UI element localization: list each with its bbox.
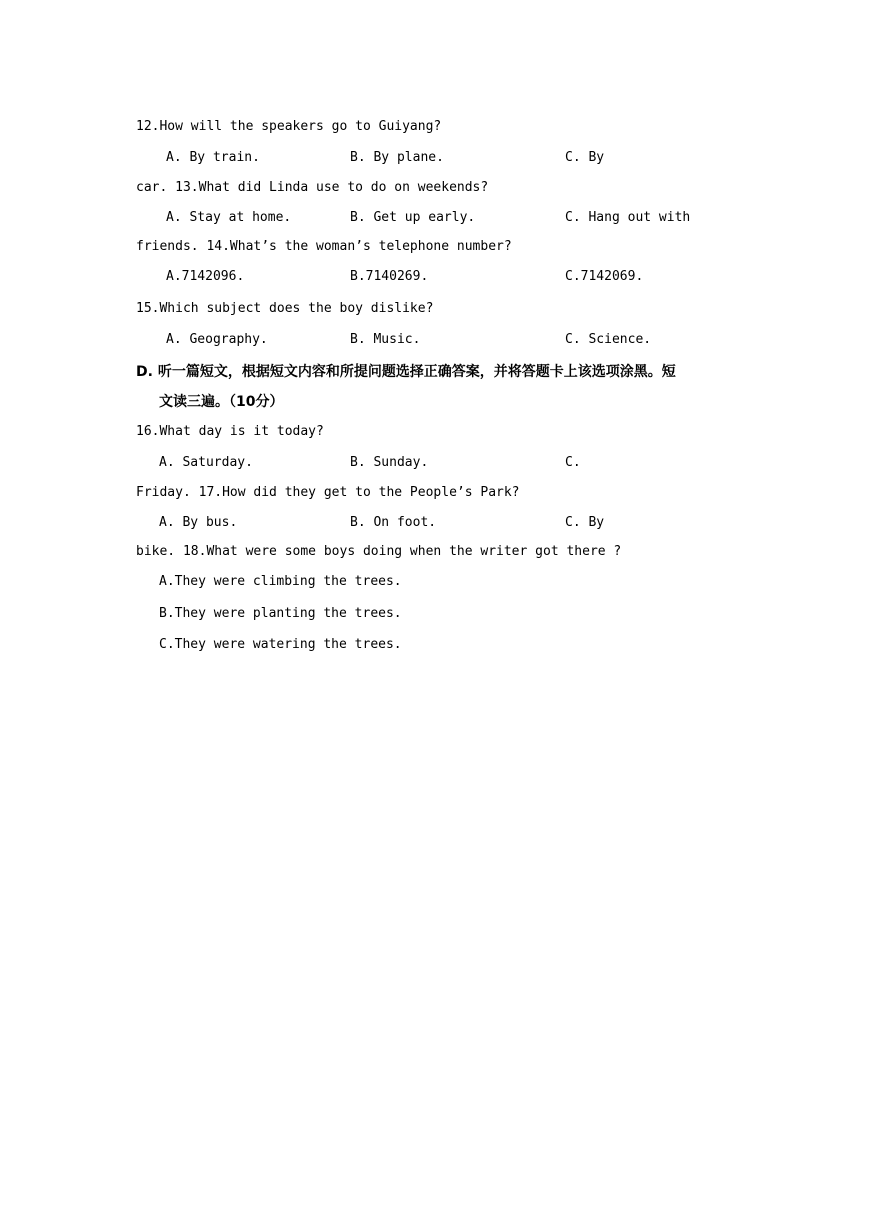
- question-13-option-c: C. Hang out with: [565, 210, 691, 225]
- question-16-option-c: C.: [565, 455, 581, 470]
- question-15-option-a: A. Geography.: [166, 332, 268, 347]
- question-14-option-c: C.7142069.: [565, 269, 644, 284]
- question-13-option-a: A. Stay at home.: [166, 210, 292, 225]
- question-18-option-c: C.They were watering the trees.: [159, 637, 402, 652]
- question-14-option-a: A.7142096.: [166, 269, 245, 284]
- section-d-instruction-line2: 文读三遍。（10分）: [159, 394, 284, 410]
- question-18-option-b: B.They were planting the trees.: [159, 606, 402, 621]
- question-17-option-b: B. On foot.: [350, 515, 437, 530]
- question-18-stem: bike. 18.What were some boys doing when the writer got there ?: [136, 544, 622, 559]
- question-13-option-b: B. Get up early.: [350, 210, 476, 225]
- question-12-option-c: C. By: [565, 150, 605, 165]
- question-15-option-b: B. Music.: [350, 332, 421, 347]
- question-16-option-b: B. Sunday.: [350, 455, 429, 470]
- section-d-instruction-line1: D. 听一篇短文，根据短文内容和所提问题选择正确答案，并将答题卡上该选项涂黑。短: [136, 364, 676, 380]
- question-14-option-b: B.7140269.: [350, 269, 429, 284]
- question-14-stem: friends. 14.What’s the woman’s telephone number?: [136, 239, 512, 254]
- question-12-stem: 12.How will the speakers go to Guiyang?: [136, 119, 442, 134]
- question-18-option-a: A.They were climbing the trees.: [159, 574, 402, 589]
- question-15-stem: 15.Which subject does the boy dislike?: [136, 301, 434, 316]
- question-13-stem: car. 13.What did Linda use to do on weekends?: [136, 180, 489, 195]
- question-15-option-c: C. Science.: [565, 332, 652, 347]
- question-17-option-c: C. By: [565, 515, 605, 530]
- question-12-option-b: B. By plane.: [350, 150, 444, 165]
- question-17-stem: Friday. 17.How did they get to the People’s Park?: [136, 485, 520, 500]
- question-16-option-a: A. Saturday.: [159, 455, 253, 470]
- question-12-option-a: A. By train.: [166, 150, 260, 165]
- question-16-stem: 16.What day is it today?: [136, 424, 324, 439]
- question-17-option-a: A. By bus.: [159, 515, 238, 530]
